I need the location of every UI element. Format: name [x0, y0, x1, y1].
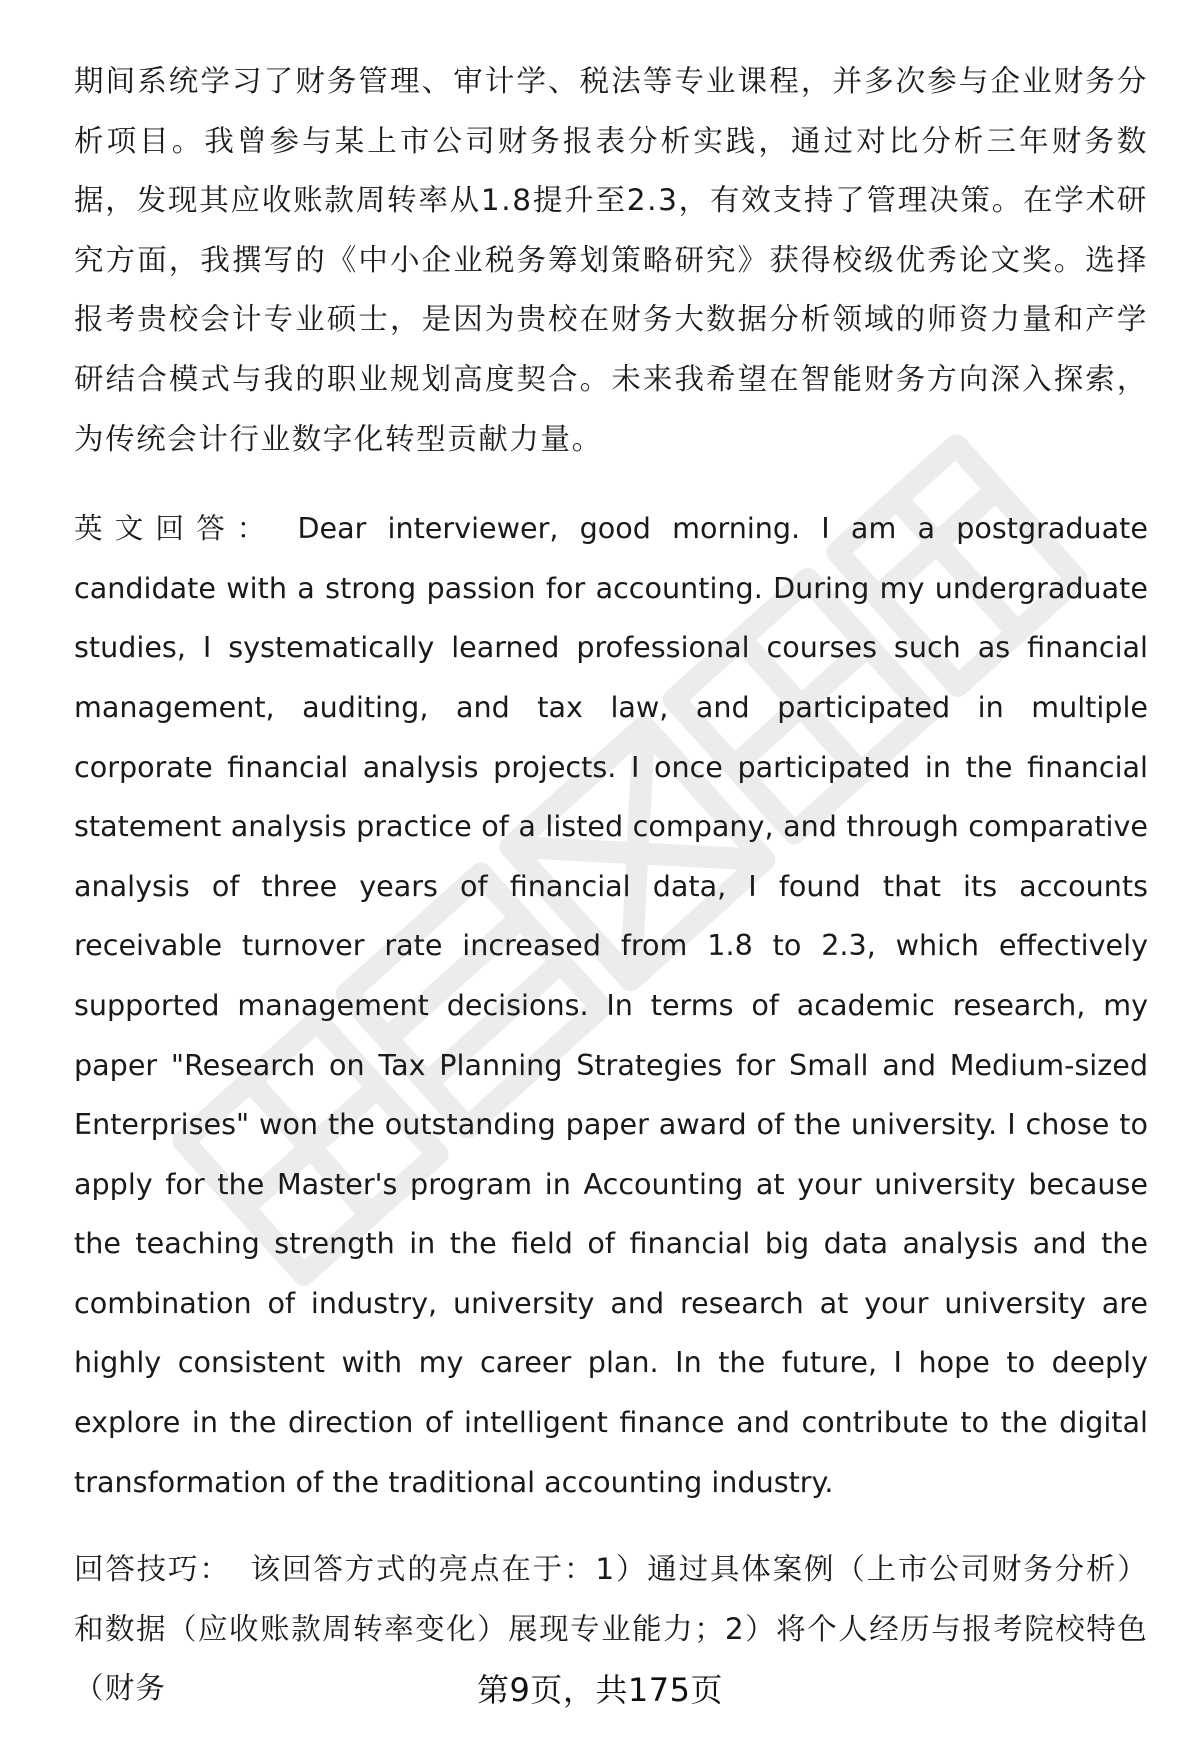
english-answer-label: 英文回答：	[74, 511, 278, 546]
page-footer-indicator: 第9页，共175页	[477, 1671, 723, 1709]
answer-tips-label: 回答技巧：	[74, 1552, 231, 1587]
english-answer-paragraph	[74, 499, 1148, 1512]
intro-paragraph-cn: 期间系统学习了财务管理、审计学、税法等专业课程，并多次参与企业财务分析项目。我曾参与某上市公司财务报表分析实践，通过对比分析三年财务数据，发现其应收账款周转率从1.8提升至2.3，有效支持了管理决策。在学术研究方面，我撰写的《中小企业税务筹划策略研究》获得校级优秀论文奖。选择报考贵校会计专业硕士，是因为贵校在财务大数据分析领域的师资力量和产学研结合模式与我的职业规划高度契合。未来我希望在智能财务方向深入探索，为传统会计行业数字化转型贡献力量。	[74, 64, 1148, 456]
english-answer-text: Dear interviewer, good morning. I am a postgraduate candidate with a strong passion for accounting. During my undergraduate studies, I systematically learned professional courses such as financial management, auditing, and tax law, and participated in multiple corporate financial analysis projects. I once participated in the financial statement analysis practice of a listed company, and through comparative analysis of three years of financial data, I found that its accounts receivable turnover rate increased from 1.8 to 2.3, which effectively supported management decisions. In terms of academic research, my paper "Research on Tax Planning Strategies for Small and Medium-sized Enterprises" won the outstanding paper award of the university. I chose to apply for the Master's program in Accounting at your university because the teaching strength in the field of financial big data analysis and the combination of industry, university and research at your university are highly consistent with my career plan. In the future, I hope to deeply explore in the direction of intelligent finance and contribute to the digital transformation of the traditional accounting industry.	[74, 511, 1148, 1499]
document-body	[74, 52, 1148, 1719]
answer-tips-text: 该回答方式的亮点在于：1）通过具体案例（上市公司财务分析）和数据（应收账款周转率变化）展现专业能力；2）将个人经历与报考院校特色（财务	[74, 1552, 1148, 1706]
